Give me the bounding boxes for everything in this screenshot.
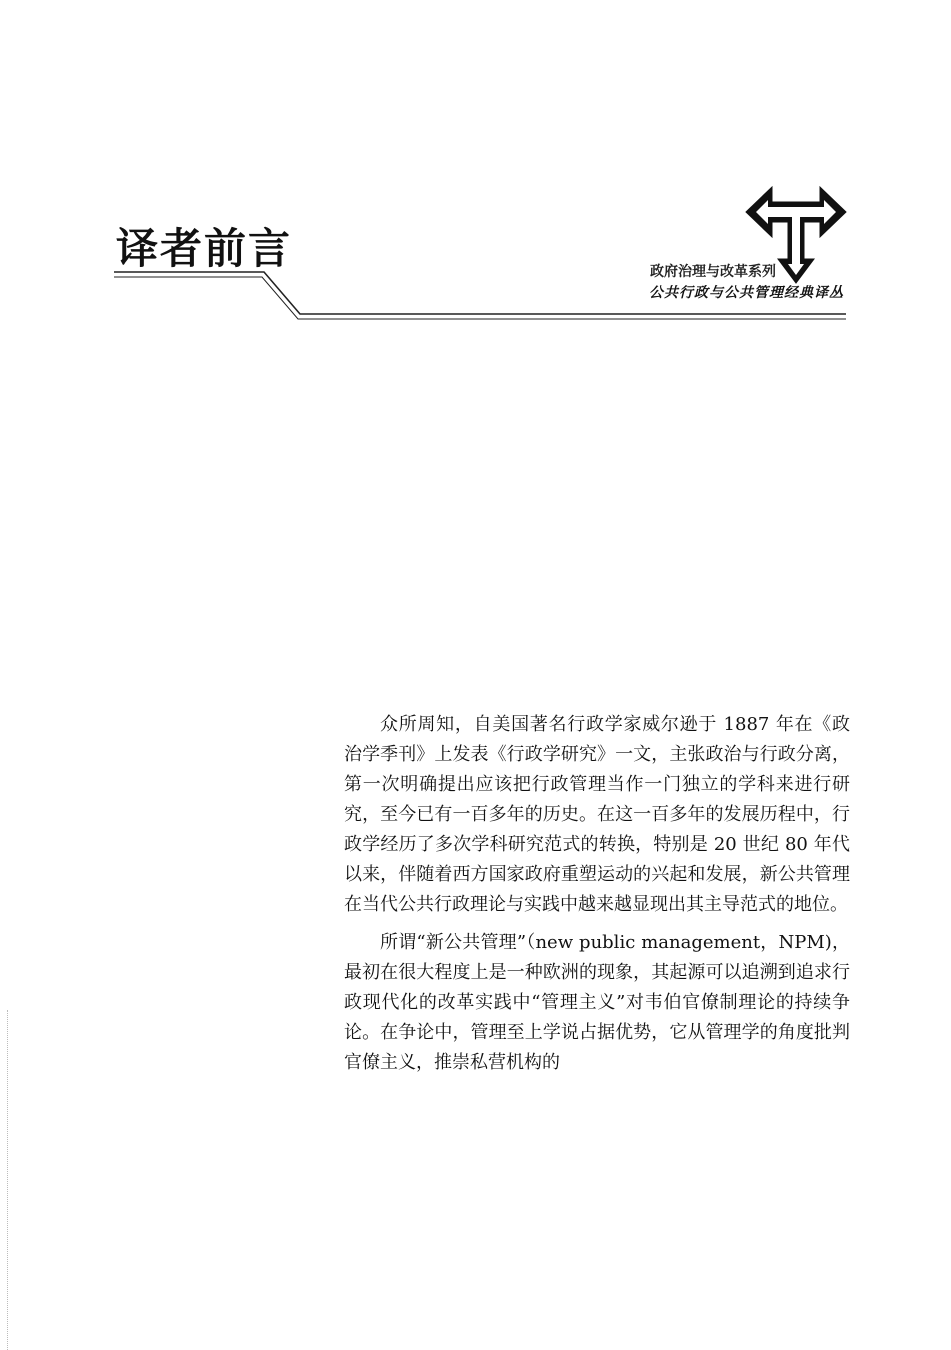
paragraph: 众所周知，自美国著名行政学家威尔逊于 1887 年在《政治学季刊》上发表《行政学研究》一文，主张政治与行政分离，第一次明确提出应该把行政管理当作一门独立的学科来进行研究，至今已有一百多年的历史。在这一百多年的发展历程中，行政学经历了多次学科研究范式的转换，特别是 20 世纪 80 年代以来，伴随着西方国家政府重塑运动的兴起和发展，新公共管理在当代公共行政理论与实践中越来越显现出其主导范式的地位。 — [344, 714, 850, 915]
body-text — [344, 710, 850, 1086]
series-collection: 公共行政与公共管理经典译丛 — [649, 285, 844, 301]
paragraph: 所谓“新公共管理”（new public management，NPM)，最初在很大程度上是一种欧洲的现象，其起源可以追溯到追求行政现代化的改革实践中“管理主义”对韦伯官僚制理论的持续争论。在争论中，管理至上学说占据优势，它从管理学的角度批判官僚主义，推崇私营机构的 — [344, 932, 850, 1073]
series-name: 政府治理与改革系列 — [650, 264, 776, 280]
scan-edge-divider — [7, 1010, 8, 1350]
page-title: 译者前言 — [116, 224, 293, 273]
